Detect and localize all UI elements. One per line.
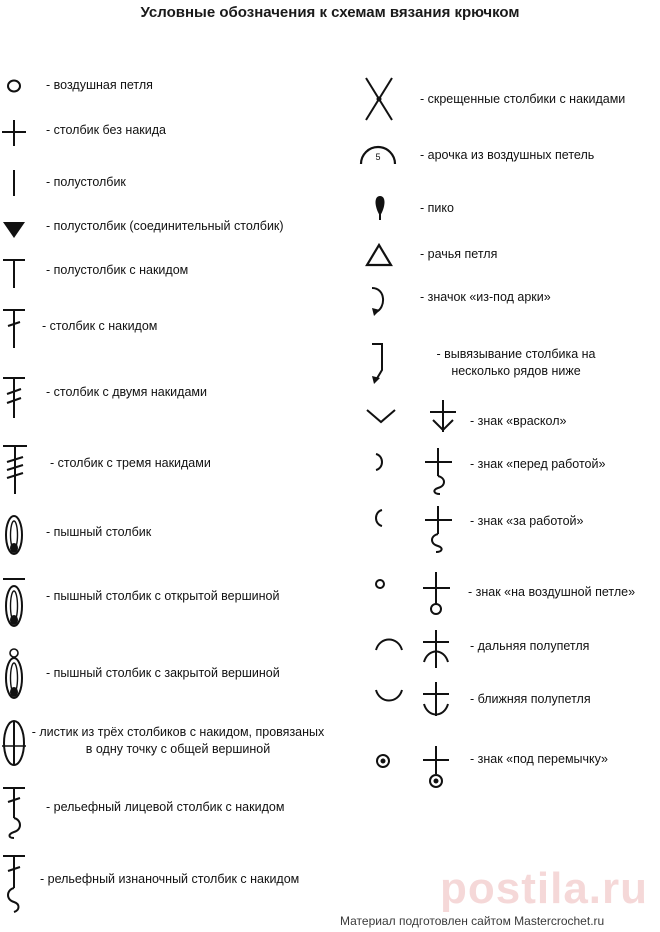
legend-label: - пышный столбик с закрытой вершиной: [46, 666, 280, 680]
legend-label: - рачья петля: [420, 247, 498, 261]
into-stitch-chevron-icon: [364, 404, 398, 426]
crab-stitch-icon: [364, 242, 394, 268]
watermark: postila.ru: [440, 864, 649, 913]
back-loop-arc-icon: [372, 632, 406, 654]
legend-label: - рельефный лицевой столбик с накидом: [46, 800, 285, 814]
legend-label: - вывязывание столбика на несколько рядов ниже: [436, 347, 596, 378]
spike-stitch-icon: [364, 340, 394, 388]
puff-stitch-closed-top-icon: [0, 646, 30, 704]
legend-label: - пышный столбик: [46, 525, 152, 539]
under-bar-icon: [418, 744, 454, 792]
leaf-cluster-icon: [0, 716, 30, 770]
legend-label: - столбик с двумя накидами: [46, 385, 207, 399]
under-arch-icon: [364, 284, 394, 320]
chain-arch-icon: [358, 140, 398, 168]
front-loop-arc-icon: [372, 686, 406, 708]
legend-label: - дальняя полупетля: [470, 639, 590, 653]
legend-label: - листик из трёх столбиков с накидом, провязаных в одну точку с общей вершиной: [31, 725, 325, 756]
legend-label: - арочка из воздушных петель: [420, 148, 595, 162]
legend-label: - полустолбик (соединительный столбик): [46, 219, 284, 233]
puff-stitch-icon: [0, 510, 30, 560]
picot-icon: [368, 194, 392, 222]
puff-stitch-open-top-icon: [0, 576, 30, 634]
legend-label: - ближняя полупетля: [470, 692, 591, 706]
back-post-double-crochet-icon: [0, 852, 30, 914]
legend-label: - пышный столбик с открытой вершиной: [46, 589, 280, 603]
legend-label: - рельефный изнаночный столбик с накидом: [40, 872, 300, 886]
legend-label: - знак «враскол»: [470, 414, 567, 428]
in-front-arc-icon: [368, 450, 392, 476]
small-chain-icon: [370, 574, 390, 594]
legend-label: - знак «перед работой»: [470, 457, 606, 471]
into-stitch-icon: [426, 398, 460, 436]
page-title: Условные обозначения к схемам вязания крючком: [140, 4, 520, 21]
front-loop-icon: [418, 680, 454, 722]
legend-label: - воздушная петля: [46, 78, 153, 92]
legend-label: - знак «за работой»: [470, 514, 584, 528]
front-post-double-crochet-icon: [0, 784, 30, 840]
double-treble-crochet-icon: [0, 442, 32, 496]
crossed-stitches-icon: [362, 76, 396, 122]
legend-label: - пико: [420, 201, 454, 215]
legend-label: - полустолбик с накидом: [46, 263, 189, 277]
back-loop-icon: [418, 628, 454, 670]
half-stitch-icon: [0, 168, 30, 198]
behind-arc-icon: [368, 506, 392, 532]
legend-label: - знак «под перемычку»: [470, 752, 608, 766]
double-crochet-icon: [0, 306, 30, 350]
arch-count: 5: [375, 152, 381, 162]
half-double-crochet-icon: [0, 256, 30, 290]
in-front-icon: [422, 446, 458, 496]
legend-label: - знак «на воздушной петле»: [468, 585, 636, 599]
legend-label: - полустолбик: [46, 175, 126, 189]
single-crochet-icon: [0, 118, 30, 148]
legend-label: - столбик с накидом: [42, 319, 158, 333]
on-chain-icon: [420, 570, 456, 618]
treble-crochet-icon: [0, 374, 30, 420]
legend-label: - значок «из-под арки»: [420, 290, 551, 304]
behind-icon: [422, 504, 458, 554]
legend-label: - скрещенные столбики с накидами: [420, 92, 626, 106]
footer-credit: Материал подготовлен сайтом Mastercrochet.ru: [340, 914, 605, 928]
legend-label: - столбик с тремя накидами: [50, 456, 211, 470]
legend-label: - столбик без накида: [46, 123, 166, 137]
slip-stitch-icon: [0, 216, 30, 246]
chain-stitch-icon: [0, 72, 30, 102]
dot-circle-icon: [372, 750, 394, 772]
